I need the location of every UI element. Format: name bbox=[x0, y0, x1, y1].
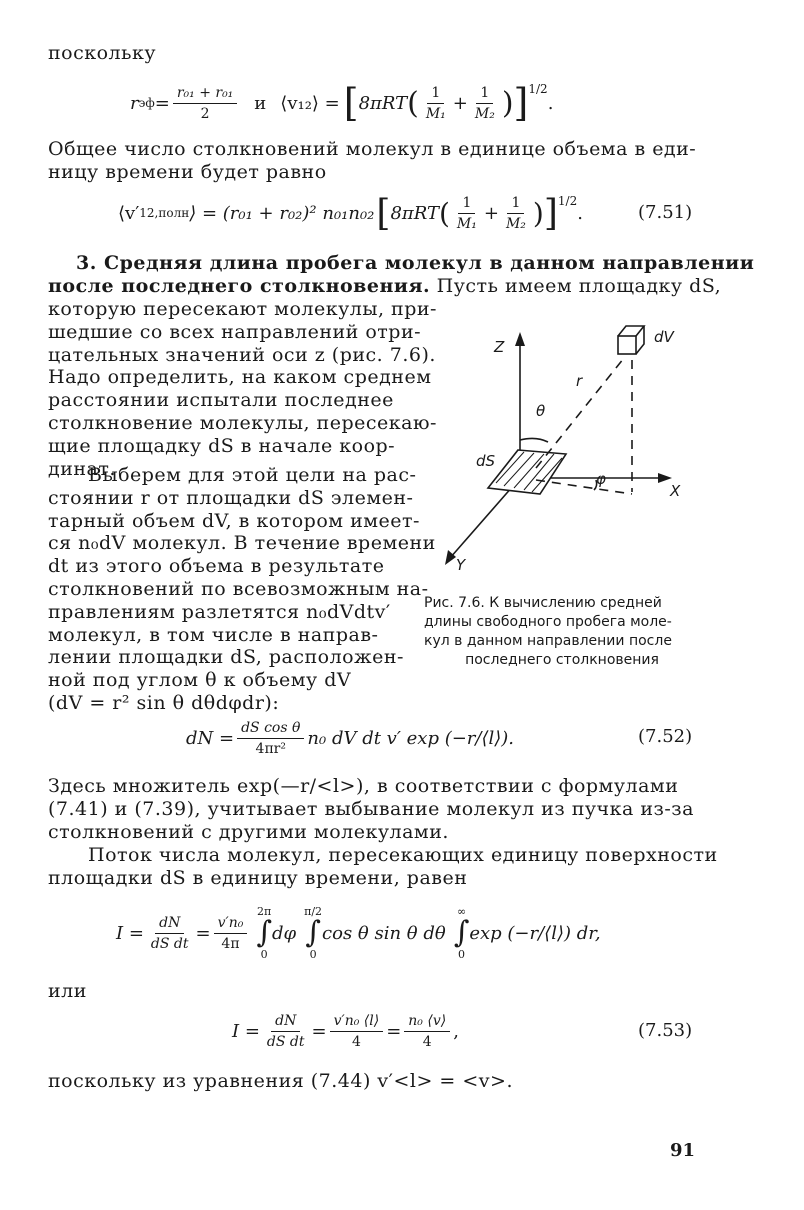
equation-number: (7.53) bbox=[638, 1020, 693, 1041]
eq1-power: 1/2 bbox=[528, 82, 548, 96]
eq1-frac-m2 bbox=[471, 85, 499, 122]
equation-7-53 bbox=[232, 1006, 459, 1056]
theta-label: θ bbox=[536, 402, 546, 420]
eq751-frac-m2 bbox=[502, 195, 530, 232]
text-line: или bbox=[48, 980, 87, 1002]
text-line: ницу времени будет равно bbox=[48, 161, 327, 183]
eq751-f2-num: 1 bbox=[507, 195, 524, 214]
phi-label: φ bbox=[596, 470, 606, 488]
eq1-frac-den: 2 bbox=[200, 105, 210, 122]
eq753-f3-den: 4 bbox=[422, 1033, 432, 1050]
paren-close: ) bbox=[501, 85, 514, 121]
caption-line: кул в данном направлении после bbox=[424, 633, 672, 649]
int1-body: dφ bbox=[271, 922, 297, 944]
z-arrow-icon bbox=[515, 332, 525, 346]
phi-projection bbox=[536, 480, 632, 494]
eqI-f2-den: 4π bbox=[221, 935, 240, 952]
bracket-close: ] bbox=[513, 81, 529, 125]
figure-caption bbox=[424, 594, 700, 670]
equation-reff bbox=[130, 78, 553, 128]
equation-7-52 bbox=[186, 714, 514, 762]
page-number: 91 bbox=[670, 1140, 696, 1161]
text-line: ной под углом θ к объему dV bbox=[48, 669, 352, 692]
eq1-frac-num: r₀₁ + r₀₁ bbox=[173, 85, 237, 104]
int3-upper: ∞ bbox=[456, 905, 467, 918]
eq1-f2-num: 1 bbox=[476, 85, 493, 104]
text-line: лении площадки dS, расположен- bbox=[48, 646, 404, 669]
eqI-lhs: I = bbox=[116, 922, 144, 944]
eq753-dot: , bbox=[453, 1020, 459, 1042]
text-line: которую пересекают молекулы, при- bbox=[48, 298, 437, 320]
text-line: Выберем для этой цели на рас- bbox=[88, 464, 417, 486]
text-line: (7.41) и (7.39), учитывает выбывание молекул из пучка из-за bbox=[48, 798, 694, 820]
eq753-f2-den: 4 bbox=[351, 1033, 361, 1050]
y-label: Y bbox=[456, 556, 466, 574]
text-line: столкновений с другими молекулами. bbox=[48, 821, 449, 843]
bracket-open: [ bbox=[343, 81, 359, 125]
eq753-frac1 bbox=[263, 1013, 309, 1050]
caption-line: Рис. 7.6. К вычислению средней bbox=[424, 595, 662, 611]
eqI-f2-num: v′n₀ bbox=[214, 915, 248, 934]
equation-number: (7.51) bbox=[638, 202, 693, 223]
text-line: столкновений по всевозможным на- bbox=[48, 578, 429, 600]
z-label: Z bbox=[494, 338, 505, 356]
integral-icon: ∫ bbox=[256, 915, 272, 950]
text-line: dt из этого объема в результате bbox=[48, 555, 385, 578]
text-line: поскольку из уравнения (7.44) v′<l> = <v>. bbox=[48, 1070, 514, 1092]
caption-line: длины свободного пробега моле- bbox=[424, 614, 672, 630]
text-line: (dV = r² sin θ dθdφdr): bbox=[48, 692, 280, 714]
theta-arc bbox=[520, 438, 548, 442]
eq753-eq2: = bbox=[386, 1020, 402, 1042]
eq751-f2-den: M₂ bbox=[505, 215, 526, 232]
eq752-den: 4πr² bbox=[255, 740, 286, 757]
text-line bbox=[48, 277, 721, 296]
paren-open: ( bbox=[438, 196, 450, 230]
integral-1 bbox=[256, 905, 272, 961]
eq751-power: 1/2 bbox=[557, 194, 578, 208]
eq751-body: 8πRT bbox=[390, 202, 439, 224]
eqI-f1-den: dS dt bbox=[150, 935, 189, 952]
r-label: r bbox=[576, 372, 583, 390]
integral-2 bbox=[304, 905, 322, 961]
int1-upper: 2π bbox=[257, 905, 272, 918]
eq751-lhs: ⟨v′ bbox=[118, 202, 140, 224]
equation-7-51 bbox=[118, 190, 583, 236]
eq751-f1-num: 1 bbox=[458, 195, 475, 214]
text-line: Надо определить, на каком среднем bbox=[48, 366, 432, 389]
eq1-dot: . bbox=[547, 92, 554, 114]
int1-lower: 0 bbox=[260, 948, 268, 961]
eqI-eq: = bbox=[195, 922, 211, 944]
eq1-and: и bbox=[254, 92, 267, 114]
eq751-frac-m1 bbox=[453, 195, 481, 232]
text-line: ся n₀dV молекул. В течение времени bbox=[48, 532, 436, 555]
text-line: поскольку bbox=[48, 42, 157, 64]
text-line: шедшие со всех направлений отри- bbox=[48, 320, 422, 343]
equation-flux bbox=[116, 898, 601, 968]
int3-lower: 0 bbox=[458, 948, 466, 961]
text-line: тарный объем dV, в котором имеет- bbox=[48, 509, 420, 532]
eqI-f1-num: dN bbox=[155, 915, 184, 934]
eq1-f1-num: 1 bbox=[427, 85, 444, 104]
text-line: динат. bbox=[48, 457, 116, 480]
integral-icon: ∫ bbox=[453, 915, 470, 950]
eq753-lhs: I = bbox=[232, 1020, 260, 1042]
eq752-frac bbox=[237, 720, 304, 757]
eq1-f2-den: M₂ bbox=[474, 105, 495, 122]
eq1-lhs: r bbox=[130, 92, 139, 114]
dv-cube-icon bbox=[618, 326, 644, 354]
text-line: молекул, в том числе в направ- bbox=[48, 623, 379, 646]
integral-icon: ∫ bbox=[305, 915, 321, 950]
eq753-f3-num: n₀ ⟨v⟩ bbox=[404, 1013, 450, 1032]
text-line: расстоянии испытали последнее bbox=[48, 389, 394, 412]
eq753-frac3 bbox=[404, 1013, 450, 1050]
eqI-frac2 bbox=[214, 915, 248, 952]
eq751-lhs-end: ⟩ = (r₀₁ + r₀₂)² n₀₁n₀₂ bbox=[189, 202, 375, 224]
text-line: Здесь множитель exp(—r/<l>), в соответствии с формулами bbox=[48, 775, 679, 797]
eq753-f2-num: v′n₀ ⟨l⟩ bbox=[330, 1013, 384, 1032]
text-line: цательных значений оси z (рис. 7.6). bbox=[48, 343, 436, 366]
eq1-plus: + bbox=[452, 92, 468, 114]
eq751-plus: + bbox=[483, 202, 499, 224]
eq1-rhs-lhs: ⟨v₁₂⟩ = bbox=[280, 92, 340, 114]
bracket-open: [ bbox=[376, 192, 391, 234]
text-line: стоянии r от площадки dS элемен- bbox=[48, 486, 414, 509]
paren-open: ( bbox=[407, 85, 419, 121]
text-line: Общее число столкновений молекул в единице объема в еди- bbox=[48, 138, 697, 160]
eq752-num: dS cos θ bbox=[237, 720, 304, 739]
eq753-eq1: = bbox=[311, 1020, 327, 1042]
eq1-frac-m1 bbox=[422, 85, 450, 122]
eq752-lhs: dN = bbox=[186, 727, 235, 749]
int2-body: cos θ sin θ dθ bbox=[322, 922, 446, 944]
eq1-frac bbox=[173, 85, 237, 122]
section-heading-cont: после последнего столкновения. bbox=[48, 275, 431, 297]
text-line: площадки dS в единицу времени, равен bbox=[48, 867, 468, 889]
eq752-rest: n₀ dV dt v′ exp (−r/⟨l⟩). bbox=[307, 727, 515, 749]
eq1-eq: = bbox=[154, 92, 170, 114]
eq753-frac2 bbox=[330, 1013, 384, 1050]
eq753-f1-den: dS dt bbox=[266, 1033, 305, 1050]
text-line: щие площадку dS в начале коор- bbox=[48, 434, 396, 457]
integral-3 bbox=[454, 905, 470, 961]
int2-upper: π/2 bbox=[304, 905, 323, 918]
paren-close: ) bbox=[532, 196, 544, 230]
eq751-lhs-sub: 12,полн bbox=[139, 206, 190, 220]
eq1-f1-den: M₁ bbox=[425, 105, 446, 122]
ds-plane bbox=[488, 450, 566, 494]
text-line: Поток числа молекул, пересекающих единицу поверхности bbox=[88, 844, 718, 866]
eq1-lhs-sub: эф bbox=[138, 96, 155, 110]
eqI-frac1 bbox=[147, 915, 193, 952]
section-text: Пусть имеем площадку dS, bbox=[430, 275, 722, 297]
int2-lower: 0 bbox=[309, 948, 317, 961]
x-label: X bbox=[670, 482, 681, 500]
section-heading: 3. Средняя длина пробега молекул в данном направлении bbox=[76, 252, 755, 274]
ds-label: dS bbox=[476, 452, 496, 470]
bracket-close: ] bbox=[543, 192, 558, 234]
equation-number: (7.52) bbox=[638, 726, 693, 747]
eq751-f1-den: M₁ bbox=[456, 215, 477, 232]
eq1-rhs-body: 8πRT bbox=[358, 92, 408, 114]
int3-body: exp (−r/⟨l⟩) dr, bbox=[469, 922, 601, 944]
text-line: столкновение молекулы, пересекаю- bbox=[48, 412, 437, 434]
figure-7-6 bbox=[436, 318, 716, 588]
dv-label: dV bbox=[654, 328, 674, 346]
eq753-f1-num: dN bbox=[271, 1013, 300, 1032]
text-line: правлениям разлетятся n₀dVdtv′ bbox=[48, 600, 391, 623]
caption-line: последнего столкновения bbox=[465, 652, 659, 668]
eq751-dot: . bbox=[577, 202, 583, 224]
